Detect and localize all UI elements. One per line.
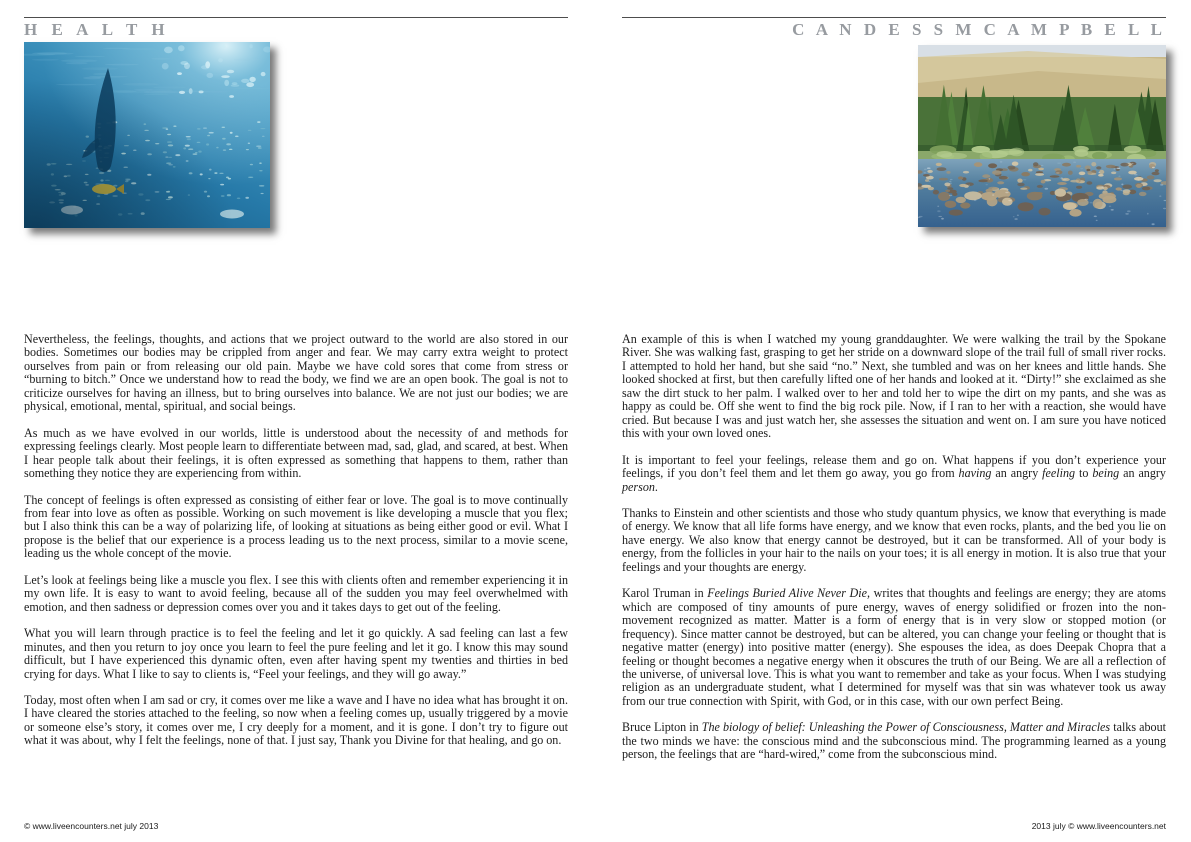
paragraph: What you will learn through practice is to feel the feeling and let it go quickly. A sad feeling can last a few minutes, and then you return to joy once you learn to feel the pure feeling and let it go. I know this may sound difficult, but I have experienced this dynamic often, even after having spent my twenties and thirties in bed crying for days. What I like to say to clients is, “Feel your feelings, and they will go away.” — [24, 626, 568, 681]
page-title-author: C A N D E S S M C A M P B E L L — [792, 20, 1166, 39]
paragraph: Karol Truman in Feelings Buried Alive Never Die, writes that thoughts and feelings are energy; they are atoms which are composed of tiny amounts of pure energy, waves of energy solidified or frozen into the non-movement recognized as matter. Matter is a form of energy that is in very slow or stopped motion (or frequency). Since matter cannot be destroyed, but can be altered, you can change your feeling or thought that is negative matter (energy) into positive matter (energy). She espouses the idea, as does Deepak Chopra that a feeling or thought becomes a negative energy when it obscures the truth of our Being. We are all a reflection of the universe, of universal love. This is what you want to remember and take as your focus. When I was studying religion as an undergraduate student, what I determined for myself was that sin was whatever took us away from our true connection with Spirit, with God, or in this case, with our own perfect Being. — [622, 586, 1166, 708]
paragraph: Thanks to Einstein and other scientists and those who study quantum physics, we know that everything is made of energy. We know that all life forms have energy, and we know that even rocks, plants, and the bed you lie on have energy. We also know that energy cannot be destroyed, but it can be transformed. All of your body is energy, from the follicles in your hair to the nails on your toes; it is all energy in motion. It is also true that your feelings and your thoughts are energy. — [622, 505, 1166, 574]
header-rule-left — [24, 17, 568, 18]
page-footer-left: © www.liveencounters.net july 2013 — [24, 821, 159, 831]
paragraph: The concept of feelings is often expressed as consisting of either fear or love. The goal is to move continually from fear into love as often as possible. Working on such movement is like developing a muscle that you flex; but I also think this can be a way of polarizing life, of looking at situations as being either good or evil. What I propose is the belief that our experience is a process leading us to the next process, similar to a movie scene, leading us the whole concept of the movie. — [24, 492, 568, 561]
underwater-photo-graphic — [24, 42, 270, 228]
article-text-right — [622, 333, 1166, 775]
page-left — [24, 0, 568, 842]
header-rule-right — [622, 17, 1166, 18]
underwater-photo — [24, 42, 270, 228]
paragraph: Nevertheless, the feelings, thoughts, and actions that we project outward to the world are also stored in our bodies. Sometimes our bodies may be crippled from anger and fear. We may carry extra weight to protect ourselves from pain or from releasing our old pain. Maybe we have cold sores that come from stress or “burning to bitch.” Once we understand how to read the body, we find we are an open book. The goal is not to criticize ourselves for having an illness, but to bring ourselves into balance. We are not just our bodies; we are physical, emotional, mental, spiritual, and social beings. — [24, 332, 568, 414]
page-right — [622, 0, 1166, 842]
page-title-health: H E A L T H — [24, 20, 170, 39]
paragraph: As much as we have evolved in our worlds, little is understood about the necessity of and methods for expressing feelings clearly. Most people learn to differentiate between mad, sad, glad, and scared, at best. When I hear people talk about their feelings, it is often expressed as something that happens to them, rather than something they notice they are experiencing from within. — [24, 425, 568, 481]
article-text-left — [24, 333, 568, 761]
river-photo-graphic — [918, 45, 1166, 227]
paragraph: An example of this is when I watched my young granddaughter. We were walking the trail by the Spokane River. She was walking fast, grasping to get her stride on a downward slope of the trail full of small river rocks. I attempted to hold her hand, but she said “no.” Next, she tumbled and was on her knees and little hands. She looked shocked at first, but then carefully lifted one of her hands and looked at it. “Dirty!” she exclaimed as she saw the dirt stuck to her palm. I walked over to her and told her to wipe the dirt on my pants, and she was as happy as could be. Off she went to find the big rock pile. Now, if I ran to her with a reaction, she would have cried. But because I was and just watch her, she assesses the situation and went on. I am sure you have noticed this with your own loved ones. — [622, 332, 1166, 441]
page-footer-right: 2013 july © www.liveencounters.net — [1031, 821, 1166, 831]
river-photo — [918, 45, 1166, 227]
paragraph: It is important to feel your feelings, release them and go on. What happens if you don’t experience your feelings, if you don’t feel them and let them go away, you go from having an angry feeling to being an angry person. — [622, 452, 1166, 494]
paragraph: Let’s look at feelings being like a muscle you flex. I see this with clients often and remember experiencing it in my own life. It is easy to want to avoid feeling, because all of the sudden you may feel overwhelmed with emotion, and then sadness or depression comes over you and it takes days to get out of the feeling. — [24, 572, 568, 614]
paragraph: Bruce Lipton in The biology of belief: Unleashing the Power of Consciousness, Matter and Miracles talks about the two minds we have: the conscious mind and the subconscious mind. The programming learned as a young person, the feelings that are “hard-wired,” come from the subconscious mind. — [622, 720, 1167, 762]
paragraph: Today, most often when I am sad or cry, it comes over me like a wave and I have no idea what has brought it on. I have cleared the stories attached to the feeling, so now when a feeling comes up, usually triggered by a movie or someone else’s story, it comes over me, I cry deeply for a moment, and it is gone. I don’t try to figure out what it was about, why I felt the feelings, none of that. I just say, Thank you Divine for that healing, and go on. — [24, 692, 568, 748]
